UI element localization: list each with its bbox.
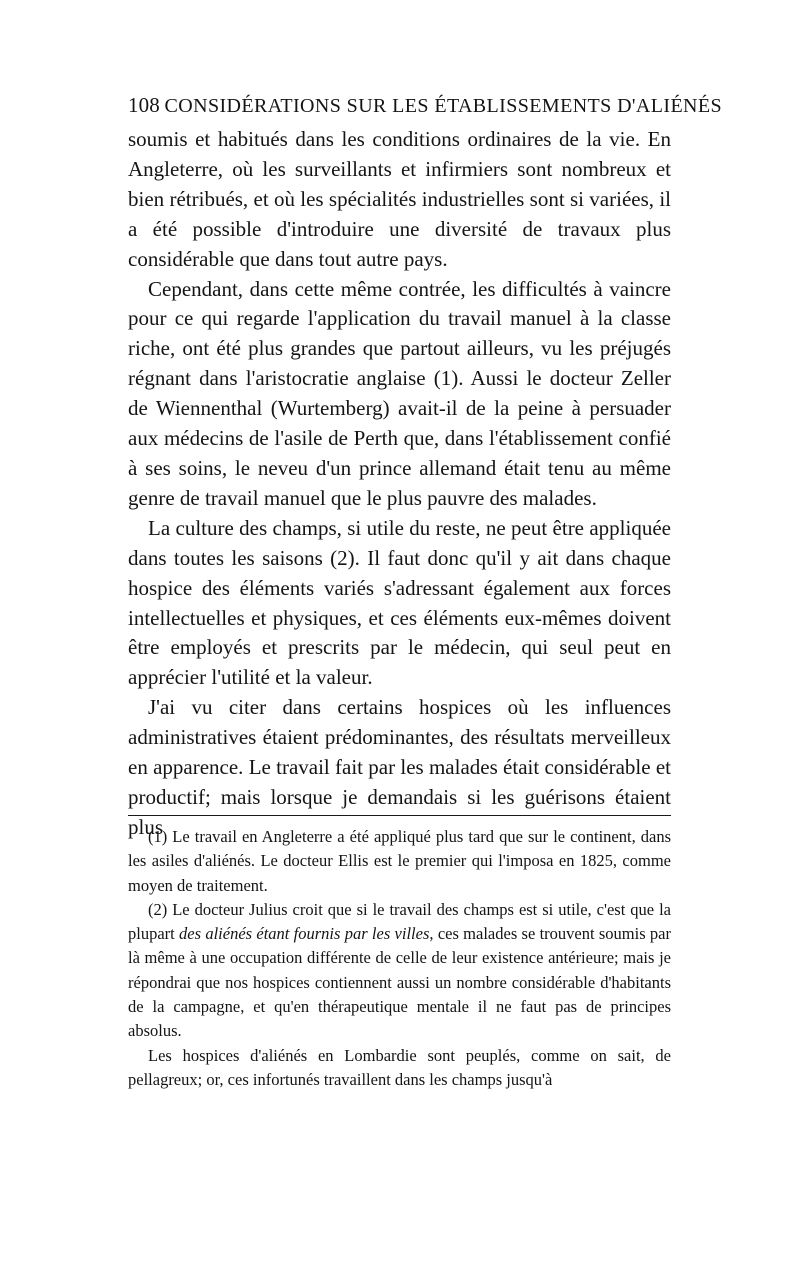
running-title: CONSIDÉRATIONS SUR LES ÉTABLISSEMENTS D'ALIÉNÉS	[164, 95, 723, 117]
running-header	[128, 93, 723, 118]
main-text	[128, 125, 671, 843]
page-number: 108	[128, 93, 160, 117]
footnote-1: (1) Le travail en Angleterre a été appliqué plus tard que sur le continent, dans les asiles d'aliénés. Le docteur Ellis est le premier qui l'imposa en 1825, comme moyen de traitement.	[128, 827, 671, 895]
footnote-2-text-end: , ces malades se trouvent soumis par là même à une occupation différente de celle de leur existence antérieure; mais je répondrai que nos hospices contiennent aussi un nombre considérable d'habitants de la campagne, et qu'en thérapeutique mentale il ne faut pas de principes absolus.	[128, 924, 671, 1041]
footnote-2-continuation: Les hospices d'aliénés en Lombardie sont peuplés, comme on sait, de pellagreux; or, ces infortunés travaillent dans les champs jusqu'à	[128, 1045, 671, 1089]
footnotes	[128, 825, 671, 1092]
paragraph-2: Cependant, dans cette même contrée, les difficultés à vaincre pour ce qui regarde l'application du travail manuel à la classe riche, ont été plus grandes que partout ailleurs, vu les préjugés régnant dans l'aristocratie anglaise (1). Aussi le docteur Zeller de Wiennenthal (Wurtemberg) avait-il de la peine à persuader aux médecins de l'asile de Perth que, dans l'établissement confié à ses soins, le neveu d'un prince allemand était tenu au même genre de travail manuel que le plus pauvre des malades.	[128, 276, 671, 510]
paragraph-1: soumis et habitués dans les conditions ordinaires de la vie. En Angleterre, où les surveillants et infirmiers sont nombreux et bien rétribués, et où les spécialités industrielles sont si variées, il a été possible d'introduire une diversité de travaux plus considérable que dans tout autre pays.	[128, 127, 671, 271]
paragraph-3: La culture des champs, si utile du reste, ne peut être appliquée dans toutes les saisons (2). Il faut donc qu'il y ait dans chaque hospice des éléments variés s'adressant également aux forces intellectuelles et physiques, et ces éléments eux-mêmes doivent être employés et prescrits par le médecin, qui seul peut en apprécier l'utilité et la valeur.	[128, 515, 671, 690]
paragraph-4: J'ai vu citer dans certains hospices où les influences administratives étaient prédominantes, des résultats merveilleux en apparence. Le travail fait par les malades était considérable et productif; mais lorsque je demandais si les guérisons étaient plus	[128, 695, 671, 839]
footnote-2	[128, 898, 671, 1044]
footnote-2-text-start: (2) Le docteur Julius croit que si le travail des champs est si utile, c'est que la plupart	[128, 899, 671, 944]
footnote-separator-rule	[128, 815, 671, 816]
footnote-2-italic: des aliénés étant fournis par les villes	[179, 924, 430, 944]
